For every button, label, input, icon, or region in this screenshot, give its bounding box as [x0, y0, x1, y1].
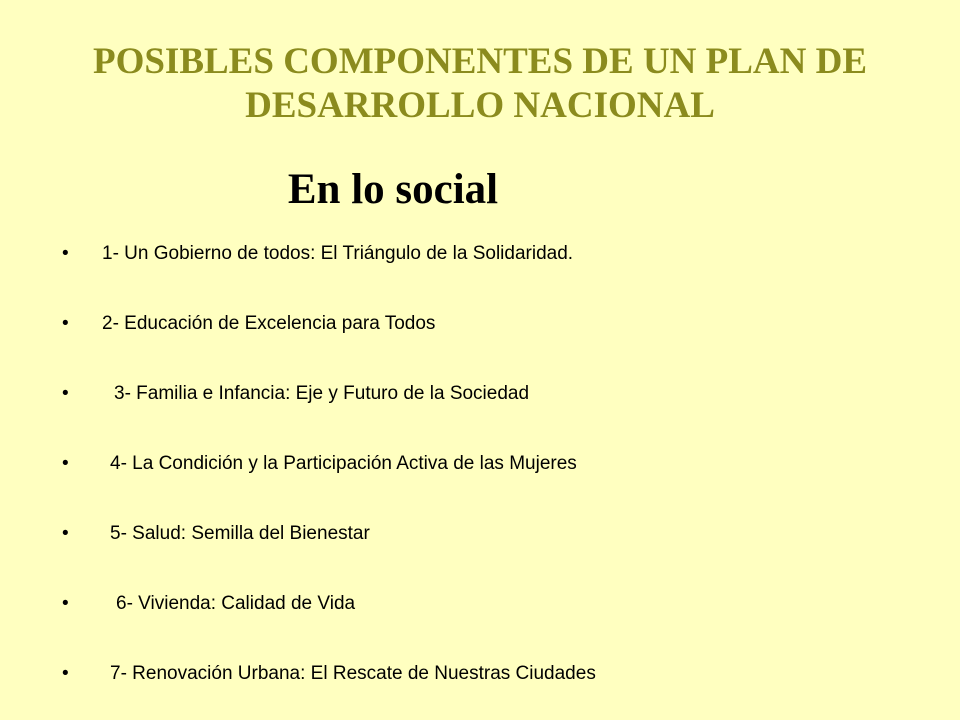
bullet-icon: • [62, 593, 69, 614]
bullet-icon: • [62, 383, 69, 404]
bullet-icon: • [62, 523, 69, 544]
list-item-text: 2- Educación de Excelencia para Todos [102, 313, 436, 334]
list-item-text: 5- Salud: Semilla del Bienestar [110, 523, 370, 544]
list-item-text: 7- Renovación Urbana: El Rescate de Nuestras Ciudades [110, 663, 596, 684]
bullet-icon: • [62, 313, 69, 334]
list-item [62, 516, 370, 552]
bullet-icon: • [62, 663, 69, 684]
slide-title-line-1: POSIBLES COMPONENTES DE UN PLAN DE [92, 41, 868, 82]
list-item [62, 306, 435, 342]
bullet-icon: • [62, 453, 69, 474]
list-item [62, 236, 573, 272]
list-item-text: 6- Vivienda: Calidad de Vida [116, 593, 356, 614]
list-item-text: 1- Un Gobierno de todos: El Triángulo de la Solidaridad. [102, 243, 574, 264]
slide-title [0, 40, 960, 128]
list-item [62, 656, 596, 692]
list-item [62, 586, 355, 622]
list-item-text: 3- Familia e Infancia: Eje y Futuro de la Sociedad [114, 383, 530, 404]
list-item-text: 4- La Condición y la Participación Activa de las Mujeres [110, 453, 577, 474]
list-item [62, 446, 577, 482]
slide-subtitle: En lo social [287, 166, 499, 213]
bullet-icon: • [62, 243, 69, 264]
slide-title-line-2: DESARROLLO NACIONAL [245, 85, 715, 126]
list-item [62, 376, 529, 412]
